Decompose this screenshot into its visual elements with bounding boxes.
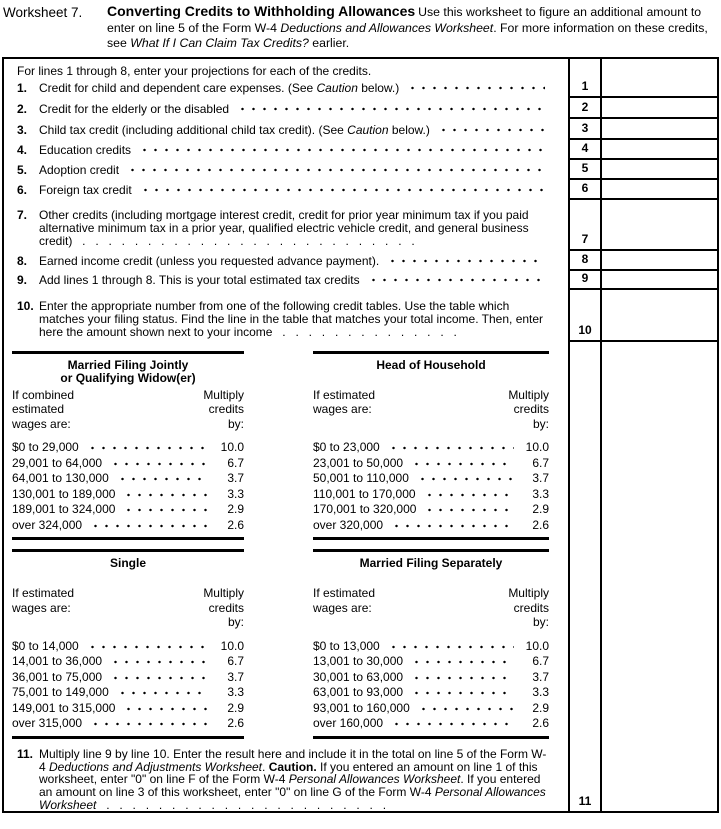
- wage-range: 75,001 to 149,000: [12, 685, 109, 700]
- wage-column-header: [313, 388, 375, 432]
- text-segment: Use this worksheet to figure an additional amount to enter on line 5 of the Form W-4: [107, 5, 702, 35]
- text-segment: Credit for child and dependent care expenses. (See: [39, 80, 317, 95]
- worksheet-row-9: [4, 271, 717, 290]
- line-item-2: [17, 102, 568, 116]
- multiplier-header-line: credits: [208, 600, 244, 615]
- line-item-number: 7.: [17, 208, 28, 223]
- dot-leader: [237, 107, 545, 111]
- table-top-rule: [313, 351, 549, 354]
- multiplier-value: 10.0: [525, 440, 549, 455]
- dot-leader: [391, 524, 514, 528]
- line-10-amount-cell[interactable]: [600, 290, 717, 342]
- multiplier-header-line: by:: [532, 416, 549, 431]
- line-item-label: [39, 255, 379, 268]
- text-segment: Earned income credit (unless you requested advance payment).: [39, 253, 380, 268]
- wage-row: [12, 502, 244, 518]
- line-number-1: 1: [568, 59, 600, 98]
- line-item-label: [39, 184, 132, 197]
- line-item-number: 10.: [17, 299, 34, 314]
- line-item-number: 1.: [17, 80, 28, 95]
- dot-leader: [110, 676, 209, 680]
- wage-row: [313, 639, 549, 655]
- wage-range: $0 to 29,000: [12, 440, 79, 455]
- italic-text-segment: Deductions and Allowances Worksheet: [280, 20, 494, 35]
- line-item-9: [17, 273, 568, 287]
- line-number-6: 6: [568, 180, 600, 200]
- wage-row: [12, 654, 244, 670]
- line-item-11: [4, 739, 568, 811]
- text-segment: .: [262, 759, 269, 774]
- line-item-label: [39, 144, 131, 157]
- multiplier-value: 10.0: [220, 638, 244, 653]
- italic-text-segment: Personal Allowances Worksheet: [39, 785, 546, 811]
- line-number-11: 11: [568, 342, 600, 811]
- table-title: [313, 359, 549, 388]
- wage-row: [313, 701, 549, 717]
- line-8-amount-cell[interactable]: [600, 251, 717, 271]
- line-item-label: [39, 124, 430, 137]
- table-title-line: Single: [109, 556, 146, 571]
- multiplier-value: 2.6: [532, 716, 549, 731]
- line-number-4: 4: [568, 140, 600, 160]
- multiplier-value: 3.3: [227, 486, 244, 501]
- table-column-headers: [12, 388, 244, 432]
- line-item-number: 8.: [17, 253, 28, 268]
- dot-leader: [123, 707, 209, 711]
- credit-tables-grid: [4, 351, 549, 739]
- row-main-4: [4, 140, 568, 160]
- text-segment: Adoption credit: [39, 162, 120, 177]
- worksheet-row-11: [4, 342, 717, 811]
- credit-table-married-filing-jointly: [12, 351, 244, 541]
- multiplier-value: 3.3: [532, 685, 549, 700]
- multiplier-value: 6.7: [532, 455, 549, 470]
- dot-leader: . . . . . . . . . . . . . .: [272, 324, 457, 339]
- credit-table-single: [12, 549, 244, 739]
- dot-leader: [90, 722, 209, 726]
- text-segment: Credit for the elderly or the disabled: [39, 101, 230, 116]
- multiplier-value: 2.6: [532, 517, 549, 532]
- dot-leader: [368, 278, 545, 282]
- line-item-number: 6.: [17, 182, 28, 197]
- line-11-amount-cell[interactable]: [600, 342, 717, 811]
- table-bottom-rule: [12, 537, 244, 540]
- line-item-3: [17, 123, 568, 137]
- line-item-label: [39, 103, 229, 116]
- wage-header-line: If combined: [12, 387, 75, 402]
- row-main-7: [4, 200, 568, 251]
- multiplier-column-header: [203, 586, 244, 630]
- worksheet-title-block: [107, 4, 719, 52]
- text-segment: If you entered an amount on line 1 of this worksheet, enter "0" on line F of the Form W-4: [39, 759, 538, 787]
- line-number-2: 2: [568, 98, 600, 119]
- multiplier-header-line: by:: [227, 615, 244, 630]
- credit-table-head-of-household: [313, 351, 549, 541]
- wage-row: [12, 701, 244, 717]
- text-segment: below.): [357, 80, 400, 95]
- table-title: [12, 359, 244, 388]
- wage-range: 63,001 to 93,000: [313, 685, 404, 700]
- worksheet-header: [0, 0, 721, 52]
- multiplier-header-line: Multiply: [508, 387, 549, 402]
- dot-leader: [411, 660, 514, 664]
- line-5-amount-cell[interactable]: [600, 160, 717, 180]
- dot-leader: [139, 148, 545, 152]
- wage-row: [12, 456, 244, 472]
- line-7-amount-cell[interactable]: [600, 200, 717, 251]
- line-item-text: [39, 300, 548, 338]
- italic-text-segment: Deductions and Adjustments Worksheet: [49, 759, 263, 774]
- line-4-amount-cell[interactable]: [600, 140, 717, 160]
- multiplier-value: 2.6: [227, 716, 244, 731]
- table-bottom-rule: [313, 537, 549, 540]
- text-segment: below.): [388, 122, 430, 137]
- wage-row: [12, 471, 244, 487]
- multiplier-value: 2.9: [227, 700, 244, 715]
- multiplier-value: 3.7: [532, 471, 549, 486]
- dot-leader: [407, 86, 545, 90]
- line-item-text: [39, 144, 548, 157]
- line-item-label: [39, 82, 399, 95]
- line-item-text: [39, 274, 548, 287]
- table-top-rule: [12, 549, 244, 552]
- dot-leader: [411, 676, 514, 680]
- multiplier-value: 3.7: [532, 669, 549, 684]
- multiplier-value: 3.7: [227, 471, 244, 486]
- line-number-8: 8: [568, 251, 600, 271]
- dot-leader: [388, 446, 514, 450]
- text-segment: Foreign tax credit: [39, 182, 132, 197]
- wage-row: [12, 685, 244, 701]
- line-item-text: [39, 82, 548, 95]
- wage-header-line: wages are:: [313, 402, 372, 417]
- line-item-number: 2.: [17, 101, 28, 116]
- line-item-text: [39, 255, 548, 268]
- table-title-line: Married Filing Jointly: [67, 357, 189, 372]
- credit-table-married-filing-separately: [313, 549, 549, 739]
- line-item-text: [39, 164, 548, 177]
- text-segment: . For more information on these credits, see: [107, 20, 708, 51]
- multiplier-header-line: by:: [227, 416, 244, 431]
- dot-leader: [117, 691, 209, 695]
- table-title-line: or Qualifying Widow(er): [60, 371, 196, 386]
- wage-row: [313, 456, 549, 472]
- line-item-text: [39, 184, 548, 197]
- dot-leader: [110, 660, 209, 664]
- worksheet-number-label: Worksheet 7.: [3, 5, 83, 20]
- line-item-number: 3.: [17, 122, 28, 137]
- multiplier-value: 2.6: [227, 517, 244, 532]
- line-item-text: [39, 209, 548, 247]
- row-main-10: [4, 290, 568, 342]
- wage-row: [12, 440, 244, 456]
- multiplier-value: 2.9: [532, 502, 549, 517]
- line-item-label: [39, 164, 119, 177]
- dot-leader: [117, 477, 209, 481]
- wage-range: 170,001 to 320,000: [313, 502, 417, 517]
- dot-leader: [87, 645, 209, 649]
- dot-leader: [110, 462, 209, 466]
- wage-header-line: If estimated: [313, 586, 376, 601]
- wage-range: 30,001 to 63,000: [313, 669, 404, 684]
- worksheet-row-1: [4, 59, 717, 98]
- dot-leader: [140, 188, 545, 192]
- multiplier-column-header: [508, 586, 549, 630]
- wage-range: over 320,000: [313, 517, 384, 532]
- dot-leader: [90, 524, 209, 528]
- dot-leader: [411, 691, 514, 695]
- wage-range: 64,001 to 130,000: [12, 471, 109, 486]
- wage-range: over 324,000: [12, 517, 83, 532]
- wage-row: [313, 440, 549, 456]
- wage-column-header: [313, 586, 375, 630]
- wage-row: [313, 670, 549, 686]
- row-main-11: [4, 342, 568, 811]
- multiplier-value: 6.7: [227, 455, 244, 470]
- wage-range: 149,001 to 315,000: [12, 700, 116, 715]
- wage-header-line: wages are:: [313, 600, 372, 615]
- multiplier-column-header: [508, 388, 549, 432]
- table-column-headers: [313, 586, 549, 630]
- text-segment: Add lines 1 through 8. This is your total estimated tax credits: [39, 272, 360, 287]
- line-9-amount-cell[interactable]: [600, 271, 717, 290]
- wage-range: 29,001 to 64,000: [12, 455, 103, 470]
- line-item-10: [17, 299, 568, 338]
- worksheet-instruction: For lines 1 through 8, enter your projections for each of the credits.: [17, 63, 372, 78]
- text-segment: earlier.: [308, 36, 350, 51]
- wage-column-header: [12, 388, 74, 432]
- table-title-line: Married Filing Separately: [359, 556, 503, 571]
- multiplier-header-line: Multiply: [203, 387, 244, 402]
- worksheet-row-4: [4, 140, 717, 160]
- text-segment: Child tax credit (including additional child tax credit). (See: [39, 122, 348, 137]
- line-number-7: 7: [568, 200, 600, 251]
- dot-leader: [123, 493, 209, 497]
- worksheet-row-10: [4, 290, 717, 342]
- text-segment: Education credits: [39, 142, 132, 157]
- worksheet-row-3: [4, 119, 717, 140]
- line-item-number: 9.: [17, 272, 28, 287]
- dot-leader: [123, 508, 209, 512]
- multiplier-value: 10.0: [525, 638, 549, 653]
- dot-leader: [418, 707, 514, 711]
- dot-leader: [387, 259, 545, 263]
- wage-range: 13,001 to 30,000: [313, 654, 404, 669]
- italic-text-segment: What If I Can Claim Tax Credits?: [130, 36, 309, 51]
- multiplier-header-line: credits: [513, 600, 549, 615]
- multiplier-header-line: credits: [208, 402, 244, 417]
- line-number-10: 10: [568, 290, 600, 342]
- wage-row: [313, 487, 549, 503]
- wage-row: [12, 639, 244, 655]
- wage-header-line: If estimated: [12, 586, 75, 601]
- wage-range: 189,001 to 324,000: [12, 502, 116, 517]
- worksheet-title: Converting Credits to Withholding Allowances: [107, 3, 416, 19]
- row-main-2: [4, 98, 568, 119]
- table-top-rule: [12, 351, 244, 354]
- worksheet-body-box: [2, 57, 719, 813]
- wage-range: 14,001 to 36,000: [12, 654, 103, 669]
- dot-leader: [411, 462, 514, 466]
- dot-leader: [424, 493, 514, 497]
- multiplier-value: 2.9: [532, 700, 549, 715]
- row-main-8: [4, 251, 568, 271]
- line-3-amount-cell[interactable]: [600, 119, 717, 140]
- dot-leader: [87, 446, 209, 450]
- wage-range: 23,001 to 50,000: [313, 455, 404, 470]
- multiplier-column-header: [203, 388, 244, 432]
- line-item-1: [17, 81, 568, 95]
- wage-row: [313, 471, 549, 487]
- dot-leader: [127, 168, 545, 172]
- wage-range: 110,001 to 170,000: [313, 486, 416, 501]
- worksheet-row-5: [4, 160, 717, 180]
- multiplier-header-line: Multiply: [203, 586, 244, 601]
- line-number-9: 9: [568, 271, 600, 290]
- wage-row: [313, 654, 549, 670]
- wage-row: [313, 685, 549, 701]
- worksheet-row-8: [4, 251, 717, 271]
- line-item-5: [17, 163, 568, 177]
- bold-text-segment: Caution.: [268, 759, 317, 774]
- wage-range: 36,001 to 75,000: [12, 669, 103, 684]
- line-item-4: [17, 143, 568, 157]
- dot-leader: . . . . . . . . . . . . . . . . . . . . . .: [96, 797, 387, 811]
- line-item-8: [17, 254, 568, 268]
- table-top-rule: [313, 549, 549, 552]
- wage-column-header: [12, 586, 74, 630]
- wage-range: 50,001 to 110,000: [313, 471, 409, 486]
- dot-leader: [424, 508, 514, 512]
- multiplier-header-line: by:: [532, 615, 549, 630]
- row-main-3: [4, 119, 568, 140]
- multiplier-header-line: credits: [513, 402, 549, 417]
- italic-text-segment: Personal Allowances Worksheet: [288, 772, 461, 787]
- worksheet-row-6: [4, 180, 717, 200]
- line-1-amount-cell[interactable]: [600, 59, 717, 98]
- wage-range: over 160,000: [313, 716, 384, 731]
- line-item-text: [39, 748, 548, 811]
- multiplier-value: 2.9: [227, 502, 244, 517]
- multiplier-value: 3.3: [532, 486, 549, 501]
- line-2-amount-cell[interactable]: [600, 98, 717, 119]
- line-item-label: [39, 274, 360, 287]
- line-item-number: 4.: [17, 142, 28, 157]
- line-6-amount-cell[interactable]: [600, 180, 717, 200]
- wage-row: [12, 487, 244, 503]
- row-main-6: [4, 180, 568, 200]
- row-main-9: [4, 271, 568, 290]
- table-title-line: Head of Household: [376, 357, 486, 372]
- wage-range: 130,001 to 189,000: [12, 486, 116, 501]
- line-item-6: [17, 183, 568, 197]
- wage-range: 93,001 to 160,000: [313, 700, 410, 715]
- wage-row: [313, 716, 549, 732]
- wage-row: [313, 518, 549, 534]
- wage-range: over 315,000: [12, 716, 83, 731]
- text-segment: Multiply line 9 by line 10. Enter the result here and include it in the total on line 5 of the Form W-4: [39, 746, 547, 774]
- italic-text-segment: Caution: [316, 80, 358, 95]
- dot-leader: [388, 645, 514, 649]
- wage-range: $0 to 14,000: [12, 638, 79, 653]
- line-item-number: 5.: [17, 162, 28, 177]
- wage-header-line: wages are:: [12, 416, 71, 431]
- line-item-number: 11.: [17, 746, 34, 761]
- multiplier-value: 10.0: [220, 440, 244, 455]
- worksheet-row-2: [4, 98, 717, 119]
- line-item-7: [17, 208, 568, 247]
- table-column-headers: [313, 388, 549, 432]
- line-number-5: 5: [568, 160, 600, 180]
- wage-header-line: If estimated: [313, 387, 376, 402]
- table-column-headers: [12, 586, 244, 630]
- row-main-1: [4, 59, 568, 98]
- wage-row: [12, 518, 244, 534]
- multiplier-value: 3.7: [227, 669, 244, 684]
- text-segment: Enter the appropriate number from one of the following credit tables. Use the table which matches your filing status. Find the line in the table that matches your total income. Then, enter here the amount shown next to your income: [39, 299, 544, 339]
- dot-leader: [417, 477, 514, 481]
- line-number-3: 3: [568, 119, 600, 140]
- wage-range: $0 to 13,000: [313, 638, 380, 653]
- wage-range: $0 to 23,000: [313, 440, 380, 455]
- wage-header-line: wages are:: [12, 600, 71, 615]
- wage-row: [12, 716, 244, 732]
- table-title: [313, 557, 549, 586]
- table-title: [12, 557, 244, 586]
- multiplier-value: 3.3: [227, 685, 244, 700]
- dot-leader: . . . . . . . . . . . . . . . . . . . . . . . . . .: [72, 233, 415, 248]
- multiplier-header-line: Multiply: [508, 586, 549, 601]
- text-segment: . If you entered an amount on line 3 of this worksheet, enter "0" on line G of the Form W-4: [39, 772, 541, 800]
- row-main-5: [4, 160, 568, 180]
- dot-leader: [438, 128, 545, 132]
- multiplier-value: 6.7: [227, 654, 244, 669]
- line-item-text: [39, 103, 548, 116]
- italic-text-segment: Caution: [347, 122, 389, 137]
- worksheet-row-7: [4, 200, 717, 251]
- wage-row: [313, 502, 549, 518]
- text-segment: Other credits (including mortgage interest credit, credit for prior year minimum tax if you paid alternative minimum tax in a prior year, qualified electric vehicle credit, and general business credit): [39, 208, 529, 248]
- multiplier-value: 6.7: [532, 654, 549, 669]
- line-item-text: [39, 124, 548, 137]
- wage-row: [12, 670, 244, 686]
- wage-header-line: estimated: [12, 402, 65, 417]
- dot-leader: [391, 722, 514, 726]
